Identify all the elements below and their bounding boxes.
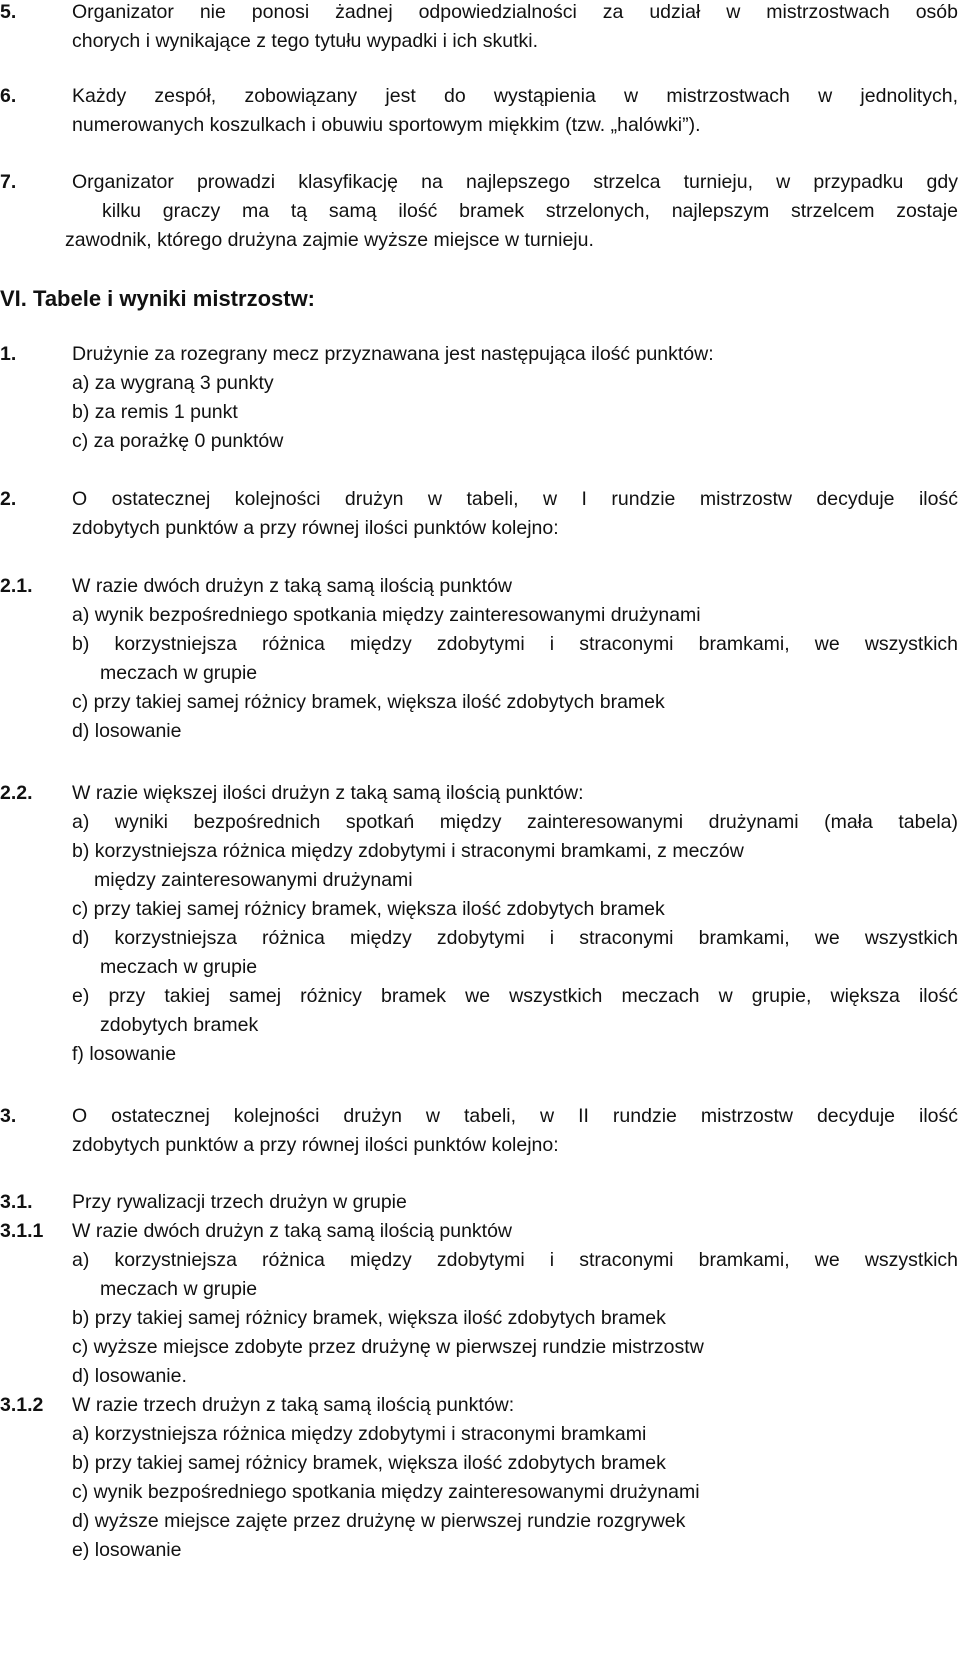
list-item: a) korzystniejsza różnica między zdobytymi i straconymi bramkami, we wszystkich [72,1249,958,1271]
text-line: Przy rywalizacji trzech drużyn w grupie [72,1191,407,1213]
item-text [72,340,958,456]
list-item: c) przy takiej samej różnicy bramek, większa ilość zdobytych bramek [72,691,665,713]
list-item: e) przy takiej samej różnicy bramek we wszystkich meczach w grupie, większa ilość [72,985,958,1007]
list-item: a) za wygraną 3 punkty [72,372,274,394]
item-text [72,572,958,746]
text-line: W razie większej ilości drużyn z taką samą ilością punktów: [72,782,584,804]
text-line: Organizator nie ponosi żadnej odpowiedzialności za udział w mistrzostwach osób [72,1,958,23]
item-number: 6. [0,85,17,107]
item-number: 1. [0,343,17,365]
list-item: b) za remis 1 punkt [72,401,238,423]
item-number: 2.1. [0,575,33,597]
text-line: Drużynie za rozegrany mecz przyznawana jest następująca ilość punktów: [72,343,714,365]
list-item: d) losowanie [72,720,182,742]
item-text [72,1217,958,1391]
section-heading: VI. Tabele i wyniki mistrzostw: [0,286,316,311]
item-text [72,485,958,543]
text-line: W razie trzech drużyn z taką samą ilością punktów: [72,1394,515,1416]
item-text [72,1391,958,1565]
item-number: 3.1.2 [0,1394,44,1416]
list-item: a) wyniki bezpośrednich spotkań między zainteresowanymi drużynami (mała tabela) [72,811,958,833]
text-line: kilku graczy ma tą samą ilość bramek strzelonych, najlepszym strzelcem zostaje [102,200,958,222]
text-line: zdobytych punktów a przy równej ilości punktów kolejno: [72,1134,559,1156]
list-item-continuation: meczach w grupie [100,662,258,684]
text-line: W razie dwóch drużyn z taką samą ilością punktów [72,1220,513,1242]
item-text [65,168,958,255]
list-item-continuation: między zainteresowanymi drużynami [94,869,413,891]
text-line: Każdy zespół, zobowiązany jest do wystąpienia w mistrzostwach w jednolitych, [72,85,958,107]
item-number: 2.2. [0,782,33,804]
text-line: chorych i wynikające z tego tytułu wypadki i ich skutki. [72,30,539,52]
list-item: b) przy takiej samej różnicy bramek, większa ilość zdobytych bramek [72,1307,666,1329]
list-item: c) za porażkę 0 punktów [72,430,284,452]
list-item: c) wyższe miejsce zdobyte przez drużynę w pierwszej rundzie mistrzostw [72,1336,704,1358]
text-line: O ostatecznej kolejności drużyn w tabeli, w I rundzie mistrzostw decyduje ilość [72,488,958,510]
item-text [72,82,958,140]
item-number: 3.1. [0,1191,33,1213]
text-line: W razie dwóch drużyn z taką samą ilością punktów [72,575,513,597]
item-text [72,0,958,56]
list-item: d) losowanie. [72,1365,187,1387]
list-item-continuation: meczach w grupie [100,1278,258,1300]
list-item: d) korzystniejsza różnica między zdobytymi i straconymi bramkami, we wszystkich [72,927,958,949]
list-item-continuation: zdobytych bramek [100,1014,259,1036]
text-line: zdobytych punktów a przy równej ilości punktów kolejno: [72,517,559,539]
text-line: numerowanych koszulkach i obuwiu sportowym miękkim (tzw. „halówki”). [72,114,701,136]
item-number: 2. [0,488,17,510]
list-item: d) wyższe miejsce zajęte przez drużynę w pierwszej rundzie rozgrywek [72,1510,686,1532]
item-number: 3. [0,1105,17,1127]
list-item: b) przy takiej samej różnicy bramek, większa ilość zdobytych bramek [72,1452,666,1474]
text-line: O ostatecznej kolejności drużyn w tabeli, w II rundzie mistrzostw decyduje ilość [72,1105,958,1127]
item-text [72,1102,958,1160]
list-item: b) korzystniejsza różnica między zdobytymi i straconymi bramkami, we wszystkich [72,633,958,655]
item-number: 5. [0,1,17,23]
list-item: b) korzystniejsza różnica między zdobytymi i straconymi bramkami, z meczów [72,840,744,862]
item-text [72,1188,958,1217]
item-number: 7. [0,171,17,193]
item-number: 3.1.1 [0,1220,44,1242]
list-item: c) przy takiej samej różnicy bramek, większa ilość zdobytych bramek [72,898,665,920]
text-line: Organizator prowadzi klasyfikację na najlepszego strzelca turnieju, w przypadku gdy [72,171,958,193]
list-item-continuation: meczach w grupie [100,956,258,978]
list-item: e) losowanie [72,1539,182,1561]
list-item: c) wynik bezpośredniego spotkania między zainteresowanymi drużynami [72,1481,700,1503]
list-item: a) wynik bezpośredniego spotkania między zainteresowanymi drużynami [72,604,701,626]
item-text [72,779,958,1069]
list-item: a) korzystniejsza różnica między zdobytymi i straconymi bramkami [72,1423,647,1445]
text-line: zawodnik, którego drużyna zajmie wyższe miejsce w turnieju. [65,229,594,251]
list-item: f) losowanie [72,1043,177,1065]
